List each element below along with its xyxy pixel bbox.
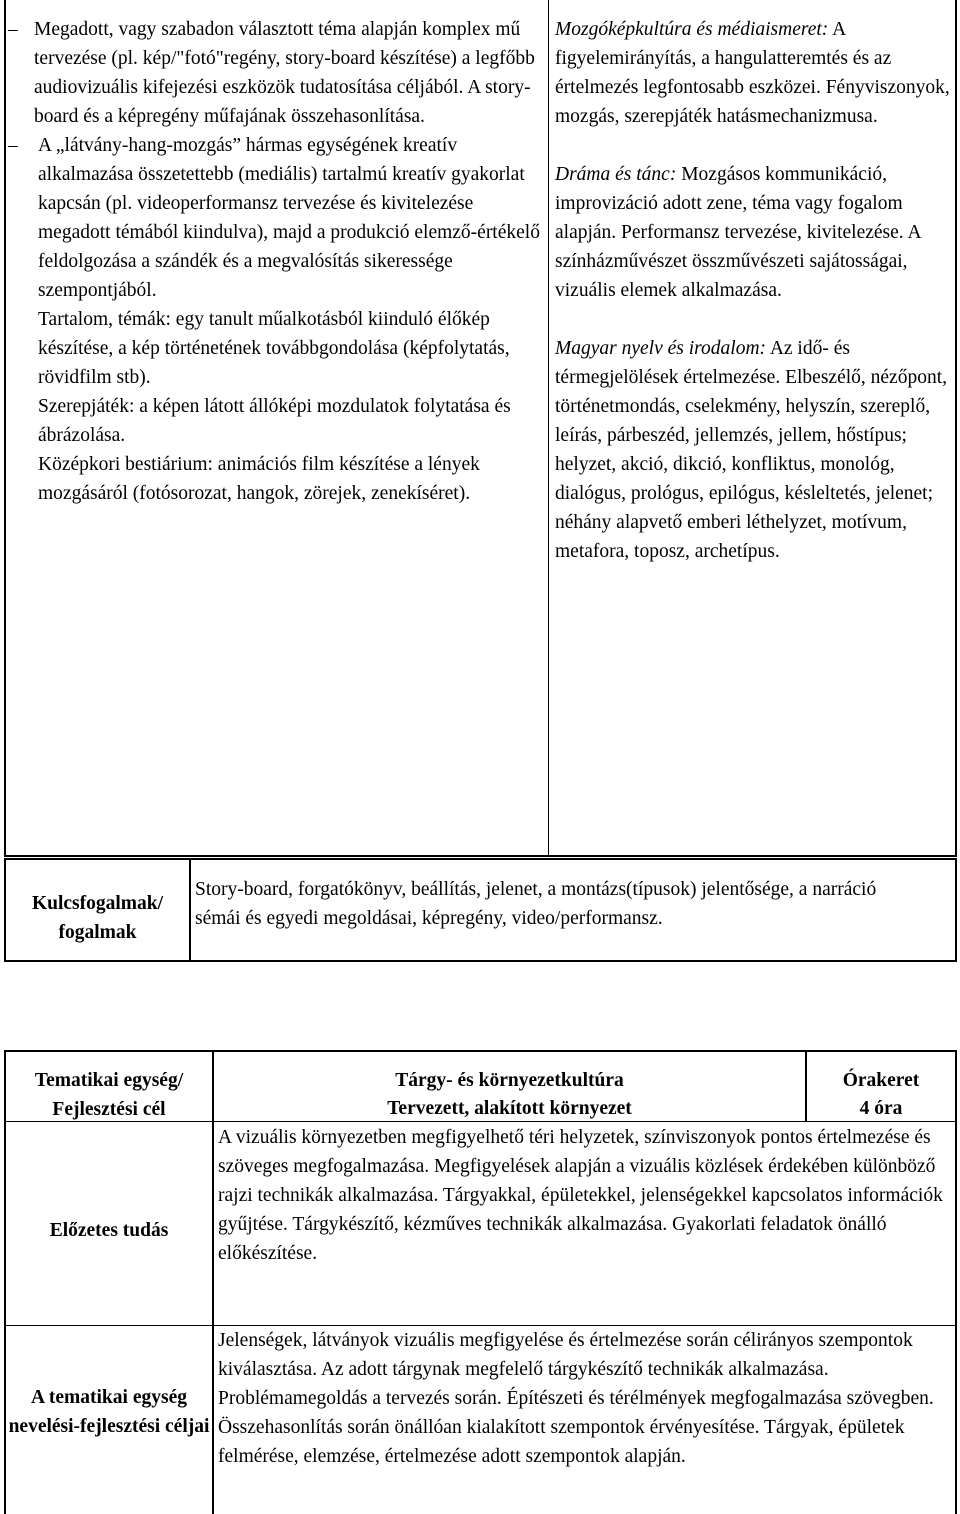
literature-text: Az idő- és térmegjelölések értelmezése. Elbeszélő, nézőpont, történetmondás, cselekmény, helyszín, szereplő, leírás, párbeszéd, jellemzés, jellem, hőstípus; helyzet, akció, dikció, konfliktus, monológ, dialógus, prológus, epilógus, késleltetés, jelenet; néhány alapvető emberi léthelyzet, motívum, metafora, toposz, archetípus. bbox=[555, 338, 952, 562]
role-play-paragraph: Szerepjáték: a képen látott állóképi mozdulatok folytatása és ábrázolása. bbox=[38, 396, 516, 446]
top-table-left-border bbox=[4, 0, 6, 856]
keywords-table-top-border bbox=[4, 858, 957, 860]
media-culture-label: Mozgóképkultúra és médiaismeret: bbox=[555, 19, 829, 40]
hours-label: Órakeret bbox=[842, 1070, 920, 1091]
bullet-marker: – bbox=[8, 19, 18, 40]
unit-goals-text: Jelenségek, látványok vizuális megfigyelése és értelmezése során célirányos szempontok kiválasztása. Az adott tárgynak megfelelő tárgykészítő technikák alkalmazása. Problémamegoldás a tervezés során. Építészeti és térélmények megfogalmazása szövegben. Összehasonlítás során önállóan kialakított szempontok érvényesítése. Tárgyak, épületek felmérése, elemzése, értelmezése adott szempontok alapján. bbox=[218, 1330, 934, 1467]
drama-dance-text: Mozgásos kommunikáció, improvizáció adott zene, téma vagy fogalom alapján. Performansz tervezése, kivitelezése. A színházművészet összművészeti sajátosságai, vizuális elemek alkalmazása. bbox=[555, 164, 926, 301]
drama-dance-label: Dráma és tánc: bbox=[555, 164, 677, 185]
unit-table-right-border bbox=[955, 1050, 957, 1514]
keywords-table-bottom-border bbox=[4, 960, 957, 962]
left-column bbox=[8, 15, 544, 508]
prior-knowledge-label: Előzetes tudás bbox=[49, 1220, 169, 1241]
keywords-text: Story-board, forgatókönyv, beállítás, jelenet, a montázs(típusok) jelentősége, a narráció sémái és egyedi megoldásai, képregény, video/performansz. bbox=[195, 879, 877, 929]
bullet-text-2: A „látvány-hang-mozgás” hármas egységének kreatív alkalmazása összetettebb (mediális) tartalmú kreatív gyakorlat kapcsán (pl. videoperformansz tervezése és kivitelezése megadott témából kiindulva), majd a produkció elemző-értékelő feldolgozása a szándék és a megvalósítás sikeressége szempontjából. bbox=[38, 135, 545, 301]
content-topics-paragraph: Tartalom, témák: egy tanult műalkotásból kiinduló élőkép készítése, a kép történetének továbbgondolása (képfolytatás, rövidfilm stb). bbox=[38, 309, 515, 388]
unit-header-label: Tematikai egység/ Fejlesztési cél bbox=[34, 1070, 184, 1120]
drama-dance-block bbox=[555, 160, 950, 305]
bullet-item-1 bbox=[8, 15, 544, 131]
right-column bbox=[555, 15, 955, 566]
top-table-bottom-border bbox=[4, 855, 957, 857]
bullet-text-1: Megadott, vagy szabadon választott téma alapján komplex mű tervezése (pl. kép/"fotó"regény, story-board készítése) a legfőbb audiovizuális kifejezési eszközök tudatosítása céljából. A story-board és a képregény műfajának összehasonlítása. bbox=[34, 19, 540, 127]
unit-title-line-2: Tervezett, alakított környezet bbox=[387, 1098, 632, 1119]
literature-label: Magyar nyelv és irodalom: bbox=[555, 338, 767, 359]
bullet-item-2 bbox=[8, 131, 544, 305]
top-table-column-divider bbox=[548, 0, 549, 856]
media-culture-text: A figyelemirányítás, a hangulatteremtés és az értelmezés legfontosabb eszközei. Fényviszonyok, mozgás, szerepjáték hatásmechanizmusa. bbox=[555, 19, 955, 127]
top-table-right-border bbox=[955, 0, 957, 856]
hours-value: 4 óra bbox=[859, 1098, 903, 1119]
keywords-label: Kulcsfogalmak/ fogalmak bbox=[31, 893, 164, 943]
unit-goals-label: A tematikai egység nevelési-fejlesztési céljai bbox=[8, 1387, 210, 1437]
keywords-table-right-border bbox=[955, 858, 957, 962]
unit-table-top-border bbox=[4, 1050, 957, 1052]
media-culture-block bbox=[555, 15, 955, 131]
bullet-marker: – bbox=[8, 135, 18, 156]
prior-knowledge-text: A vizuális környezetben megfigyelhető téri helyzetek, színviszonyok pontos értelmezése és szöveges megfogalmazása. Megfigyelések alapján a vizuális közlések érdekében különböző rajzi technikák alkalmazása. Tárgyakkal, épületekkel, jelenségekkel kapcsolatos információk gyűjtése. Tárgykészítő, kézműves technikák alkalmazása. Gyakorlati feladatok önálló előkészítése. bbox=[218, 1127, 943, 1264]
bestiary-paragraph: Középkori bestiárium: animációs film készítése a lények mozgásáról (fotósorozat, hangok, zörejek, zenekíséret). bbox=[38, 454, 485, 504]
keywords-table-divider bbox=[189, 858, 191, 962]
unit-title-line-1: Tárgy- és környezetkultúra bbox=[395, 1070, 624, 1091]
literature-block bbox=[555, 334, 950, 566]
